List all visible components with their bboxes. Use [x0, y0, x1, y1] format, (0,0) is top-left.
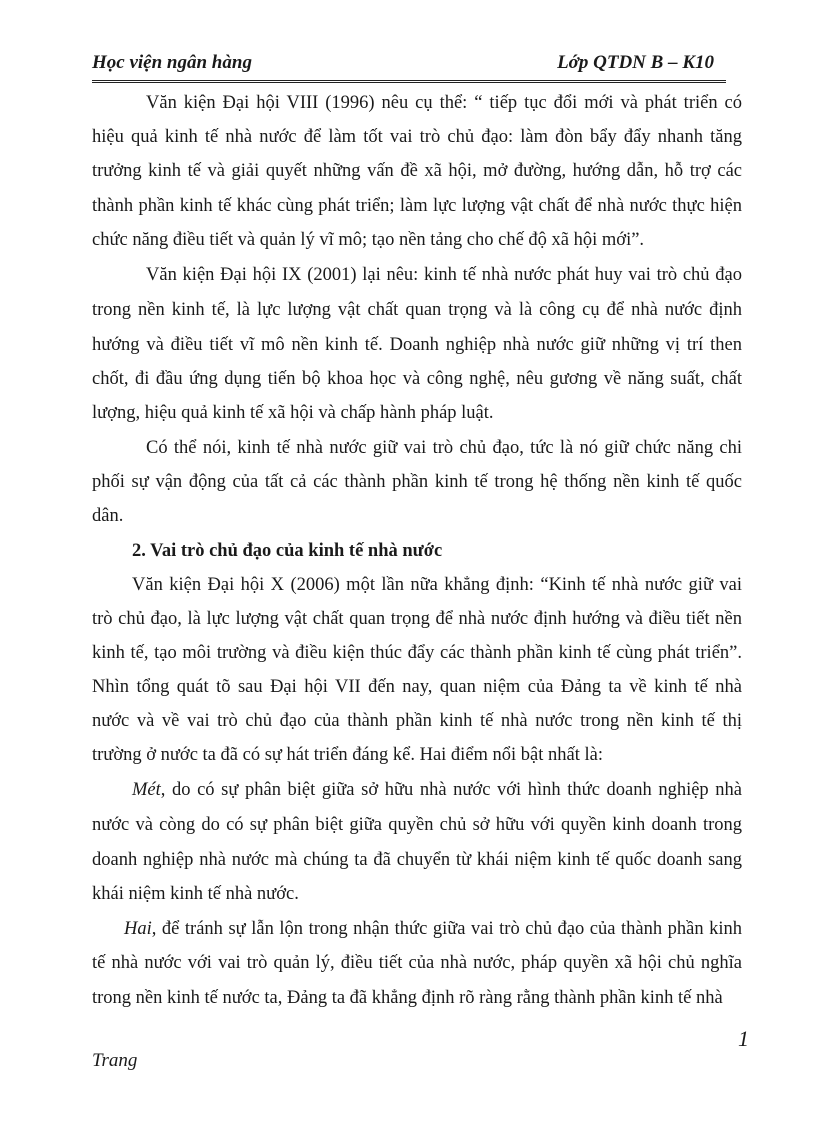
paragraph-line: dân.	[92, 506, 124, 526]
paragraph-line: Hai, để tránh sự lẫn lộn trong nhận thức giữa vai trò chủ đạo của thành phần kinh	[124, 919, 742, 939]
paragraph-line: doanh nghiệp nhà nước mà chúng ta đã chuyển từ khái niệm kinh tế quốc doanh sang	[92, 850, 742, 870]
header-institution: Học viện ngân hàng	[92, 52, 252, 73]
page-number: 1	[738, 1026, 749, 1051]
paragraph-line: khái niệm kinh tế nhà nước.	[92, 884, 299, 904]
footer-label: Trang	[92, 1050, 138, 1071]
paragraph-line: hướng và điều tiết vĩ mô nền kinh tế. Doanh nghiệp nhà nước giữ những vị trí then	[92, 335, 742, 355]
emphasis-word: Hai	[124, 919, 152, 939]
paragraph-line: hiệu quả kinh tế nhà nước để làm tốt vai trò chủ đạo: làm đòn bẩy đẩy nhanh tăng	[92, 127, 742, 147]
paragraph-line: trò chủ đạo, là lực lượng vật chất quan trọng để nhà nước định hướng và điều tiết nền	[92, 609, 742, 629]
paragraph-line: chốt, đi đầu ứng dụng tiến bộ khoa học và công nghệ, nêu gương về năng suất, chất	[92, 369, 742, 389]
header-class: Lớp QTDN B – K10	[557, 52, 714, 73]
paragraph-line: trong nền kinh tế nước ta, Đảng ta đã khẳng định rõ ràng rằng thành phần kinh tế nhà	[92, 988, 723, 1008]
paragraph-line: Mét, do có sự phân biệt giữa sở hữu nhà nước với hình thức doanh nghiệp nhà	[132, 780, 742, 800]
section-heading: 2. Vai trò chủ đạo của kinh tế nhà nước	[132, 541, 443, 561]
paragraph-line: thành phần kinh tế khác cùng phát triển; làm lực lượng vật chất để nhà nước thực hiện	[92, 196, 742, 216]
emphasis-word: Mét	[132, 780, 161, 800]
paragraph-line: trong nền kinh tế, là lực lượng vật chất quan trọng và là công cụ để nhà nước định	[92, 300, 742, 320]
paragraph-line: Có thể nói, kinh tế nhà nước giữ vai trò chủ đạo, tức là nó giữ chức năng chi	[146, 438, 742, 458]
paragraph-line: chức năng điều tiết và quản lý vĩ mô; tạo nền tảng cho chế độ xã hội mới”.	[92, 230, 645, 250]
paragraph-line: nước và còng do có sự phân biệt giữa quyền chủ sở hữu với quyền kinh doanh trong	[92, 815, 742, 835]
paragraph-line: tế nhà nước với vai trò quản lý, điều tiết của nhà nước, pháp quyền xã hội chủ nghĩa	[92, 953, 742, 973]
paragraph-line: lượng, hiệu quả kinh tế xã hội và chấp hành pháp luật.	[92, 403, 494, 423]
page-header	[92, 50, 726, 83]
paragraph-line: Nhìn tổng quát tõ sau Đại hội VII đến nay, quan niệm của Đảng ta về kinh tế nhà	[92, 677, 742, 697]
paragraph-line: phối sự vận động của tất cả các thành phần kinh tế trong hệ thống nền kinh tế quốc	[92, 472, 742, 492]
paragraph-line: Văn kiện Đại hội IX (2001) lại nêu: kinh tế nhà nước phát huy vai trò chủ đạo	[146, 265, 742, 285]
paragraph-line: trường ở nước ta đã có sự hát triển đáng kể. Hai điểm nổi bật nhất là:	[92, 745, 603, 765]
paragraph-line: trưởng kinh tế và giải quyết những vấn đề xã hội, mở đường, hướng dẫn, hỗ trợ các	[92, 161, 742, 181]
paragraph-line: Văn kiện Đại hội VIII (1996) nêu cụ thể: “ tiếp tục đổi mới và phát triển có	[146, 93, 742, 113]
paragraph-line: kinh tế, tạo môi trường và điều kiện thúc đẩy các thành phần kinh tế cùng phát triển”.	[92, 643, 742, 663]
paragraph-line: nước và về vai trò chủ đạo của thành phần kinh tế nhà nước trong nền kinh tế thị	[92, 711, 742, 731]
paragraph-line: Văn kiện Đại hội X (2006) một lần nữa khẳng định: “Kinh tế nhà nước giữ vai	[132, 575, 742, 595]
